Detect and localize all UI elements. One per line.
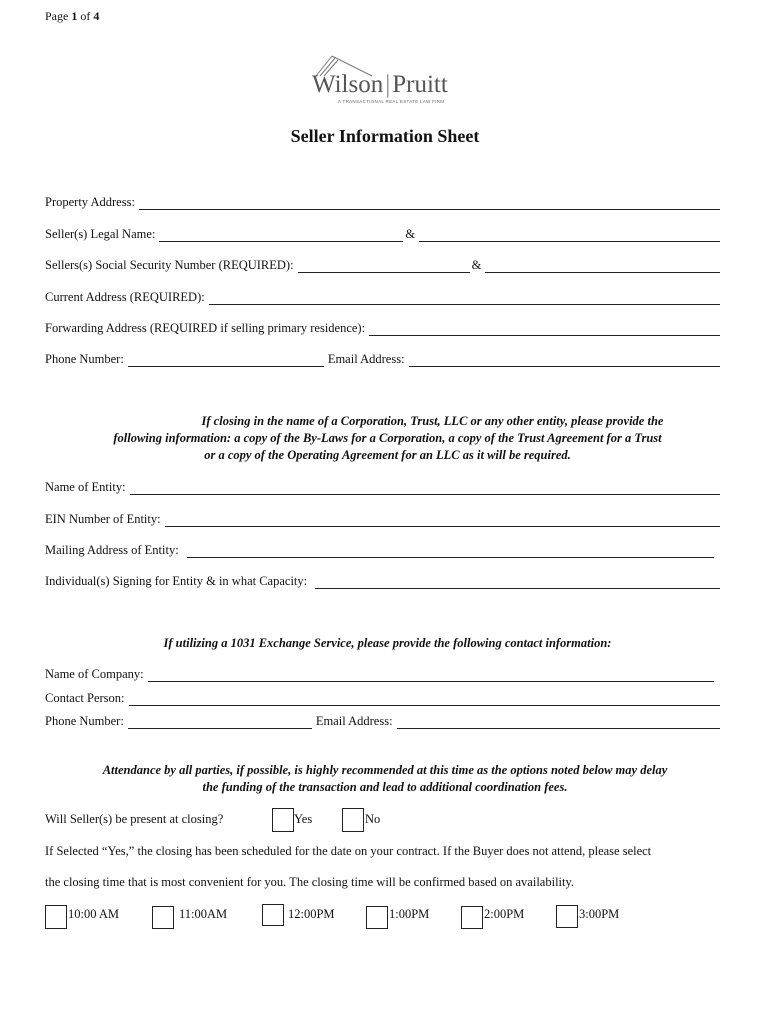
time-checkbox-10am[interactable] — [45, 905, 67, 929]
legal-name-field-2[interactable] — [419, 228, 720, 242]
ssn-field-1[interactable] — [298, 259, 470, 273]
time-label-1pm: 1:00PM — [389, 907, 430, 921]
current-address-row — [45, 290, 720, 305]
exchange-phone-email-row — [45, 714, 720, 729]
entity-note — [50, 413, 725, 464]
contact-field[interactable] — [129, 692, 720, 706]
entity-note-line2: following information: a copy of the By-Laws for a Corporation, a copy of the Trust Agreement for a Trust — [113, 431, 662, 445]
ssn-row — [45, 258, 720, 273]
exchange-phone-label: Phone Number: — [45, 714, 124, 728]
closing-info-line1: If Selected “Yes,” the closing has been scheduled for the date on your contract. If the Buyer does not attend, please select — [45, 844, 652, 858]
legal-name-field-1[interactable] — [159, 228, 403, 242]
time-label-12pm: 12:00PM — [288, 907, 335, 921]
time-checkbox-1pm[interactable] — [366, 906, 388, 929]
attendance-note — [45, 762, 725, 796]
entity-name-row — [45, 480, 720, 495]
entity-note-line1: If closing in the name of a Corporation, Trust, LLC or any other entity, please provide the — [201, 414, 664, 428]
exchange-phone-field[interactable] — [128, 715, 312, 729]
entity-name-field[interactable] — [130, 481, 720, 495]
company-label: Name of Company: — [45, 667, 144, 681]
logo-name: Wilson|Pruitt — [312, 71, 448, 98]
ssn-label: Sellers(s) Social Security Number (REQUIRED): — [45, 258, 294, 272]
ampersand: & — [405, 227, 416, 241]
time-label-11am: 11:00AM — [179, 907, 228, 921]
yes-checkbox[interactable] — [272, 808, 294, 832]
mailing-row — [45, 543, 720, 558]
email-field[interactable] — [409, 353, 720, 367]
signers-label: Individual(s) Signing for Entity & in what Capacity: — [45, 574, 308, 588]
attendance-note-line1: Attendance by all parties, if possible, is highly recommended at this time as the options noted below may delay — [102, 763, 668, 777]
phone-email-row — [45, 352, 720, 367]
time-label-2pm: 2:00PM — [484, 907, 525, 921]
forwarding-address-label: Forwarding Address (REQUIRED if selling primary residence): — [45, 321, 366, 335]
attendance-note-line2: the funding of the transaction and lead to additional coordination fees. — [202, 780, 568, 794]
phone-field[interactable] — [128, 353, 324, 367]
entity-note-line3: or a copy of the Operating Agreement for an LLC as it will be required. — [204, 448, 571, 462]
current-address-field[interactable] — [209, 291, 720, 305]
contact-label: Contact Person: — [45, 691, 125, 705]
forwarding-address-field[interactable] — [369, 322, 720, 336]
page-title: Seller Information Sheet — [290, 126, 480, 146]
ssn-field-2[interactable] — [485, 259, 720, 273]
current-address-label: Current Address (REQUIRED): — [45, 290, 205, 304]
property-address-label: Property Address: — [45, 195, 135, 209]
time-label-10am: 10:00 AM — [68, 907, 120, 921]
time-checkbox-3pm[interactable] — [556, 905, 578, 928]
signers-row — [45, 574, 720, 589]
no-checkbox[interactable] — [342, 808, 364, 832]
legal-name-row — [45, 227, 720, 242]
ein-row — [45, 512, 720, 527]
ein-field[interactable] — [165, 513, 720, 527]
ampersand: & — [471, 258, 482, 272]
time-checkbox-11am[interactable] — [152, 906, 174, 929]
exchange-email-label: Email Address: — [315, 714, 393, 728]
time-label-3pm: 3:00PM — [579, 907, 620, 921]
exchange-note: If utilizing a 1031 Exchange Service, please provide the following contact information: — [163, 636, 612, 650]
company-row — [45, 667, 720, 682]
time-checkbox-2pm[interactable] — [461, 906, 483, 929]
ein-label: EIN Number of Entity: — [45, 512, 161, 526]
mailing-field[interactable] — [187, 544, 714, 558]
page-number: Page 1 of 4 — [45, 9, 100, 23]
property-address-row — [45, 195, 720, 210]
closing-info-line2: the closing time that is most convenient for you. The closing time will be confirmed based on availability. — [45, 875, 575, 889]
signers-field[interactable] — [315, 575, 720, 589]
legal-name-label: Seller(s) Legal Name: — [45, 227, 156, 241]
phone-label: Phone Number: — [45, 352, 124, 366]
yes-label: Yes — [294, 812, 313, 826]
exchange-email-field[interactable] — [397, 715, 720, 729]
time-checkbox-12pm[interactable] — [262, 904, 284, 926]
closing-question: Will Seller(s) be present at closing? — [45, 812, 224, 826]
no-label: No — [365, 812, 381, 826]
wilson-pruitt-logo — [310, 54, 470, 108]
company-field[interactable] — [148, 668, 714, 682]
logo-tagline: A TRANSACTIONAL REAL ESTATE LAW FIRM — [338, 99, 445, 104]
property-address-field[interactable] — [139, 196, 720, 210]
email-label: Email Address: — [327, 352, 405, 366]
mailing-label: Mailing Address of Entity: — [45, 543, 179, 557]
contact-row — [45, 691, 720, 706]
entity-name-label: Name of Entity: — [45, 480, 126, 494]
forwarding-address-row — [45, 321, 720, 336]
